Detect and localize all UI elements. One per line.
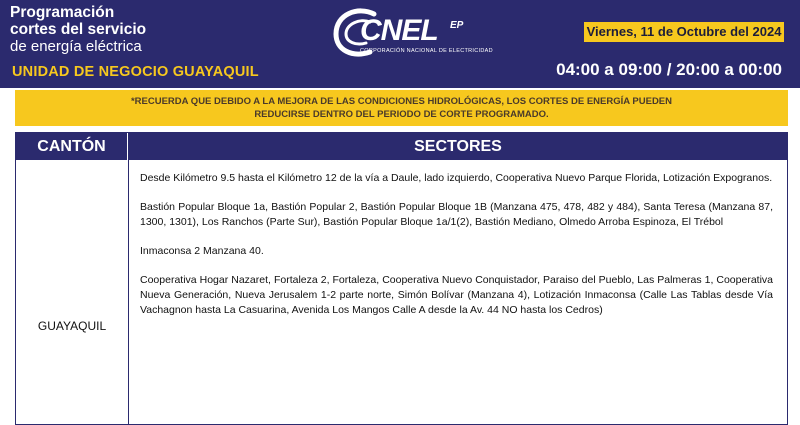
date-badge: Viernes, 11 de Octubre del 2024 [584,22,784,42]
title-line-3: de energía eléctrica [10,38,142,55]
logo-wordmark: CNEL [360,14,438,47]
table-header-row [16,133,787,160]
cnel-logo [330,6,493,62]
hydrology-notice-banner [15,90,788,126]
logo-suffix: EP [450,20,464,31]
notice-text: *RECUERDA QUE DEBIDO A LA MEJORA DE LAS CONDICIONES HIDROLÓGICAS, LOS CORTES DE ENERGÍA PUEDEN REDUCIRSE DENTRO DEL PERIODO DE CORTE PROGRAMADO. [130,96,673,120]
outage-time-range: 04:00 a 09:00 / 20:00 a 00:00 [556,60,782,79]
business-unit-label: UNIDAD DE NEGOCIO GUAYAQUIL [12,64,259,80]
column-header-sectores: SECTORES [414,138,502,155]
program-title [10,4,210,55]
sector-paragraph: Inmaconsa 2 Manzana 40. [140,245,264,257]
sectors-cell [140,171,773,332]
outage-table [15,132,788,425]
page-header [0,0,800,88]
canton-cell: GUAYAQUIL [37,319,107,333]
column-header-canton: CANTÓN [16,133,128,160]
sector-paragraph: Bastión Popular Bloque 1a, Bastión Popular 2, Bastión Popular Bloque 1B (Manzana 475, 478, 482 y 484), Santa Teresa (Manzana 87, 1300, 1301), Los Ranchos (Parte Sur), Bastión Popular Bloque 1a/1(2), Bastión Mediano, Olmedo Arroba Espinoza, El Trébol [140,201,773,228]
title-line-1: Programación [10,4,115,21]
logo-tagline: CORPORACIÓN NACIONAL DE ELECTRICIDAD [360,48,493,54]
column-divider [128,160,129,425]
sector-paragraph: Desde Kilómetro 9.5 hasta el Kilómetro 12 de la vía a Daule, lado izquierdo, Cooperativa Nuevo Parque Florida, Lotización Expogranos. [140,172,773,184]
title-line-2: cortes del servicio [10,21,147,38]
sector-paragraph: Cooperativa Hogar Nazaret, Fortaleza 2, Fortaleza, Cooperativa Nuevo Conquistador, Paraiso del Pueblo, Las Palmeras 1, Cooperativa Nueva Generación, Nueva Jerusalem 1-2 parte norte, Simón Bolívar (Manzana 4), Lotización Inmaconsa (Calle Las Tablas desde Vía Vachagnon hasta La Casuarina, Avenida Los Mangos Calle A desde la Av. 44 NO hasta los Cedros) [140,274,773,316]
